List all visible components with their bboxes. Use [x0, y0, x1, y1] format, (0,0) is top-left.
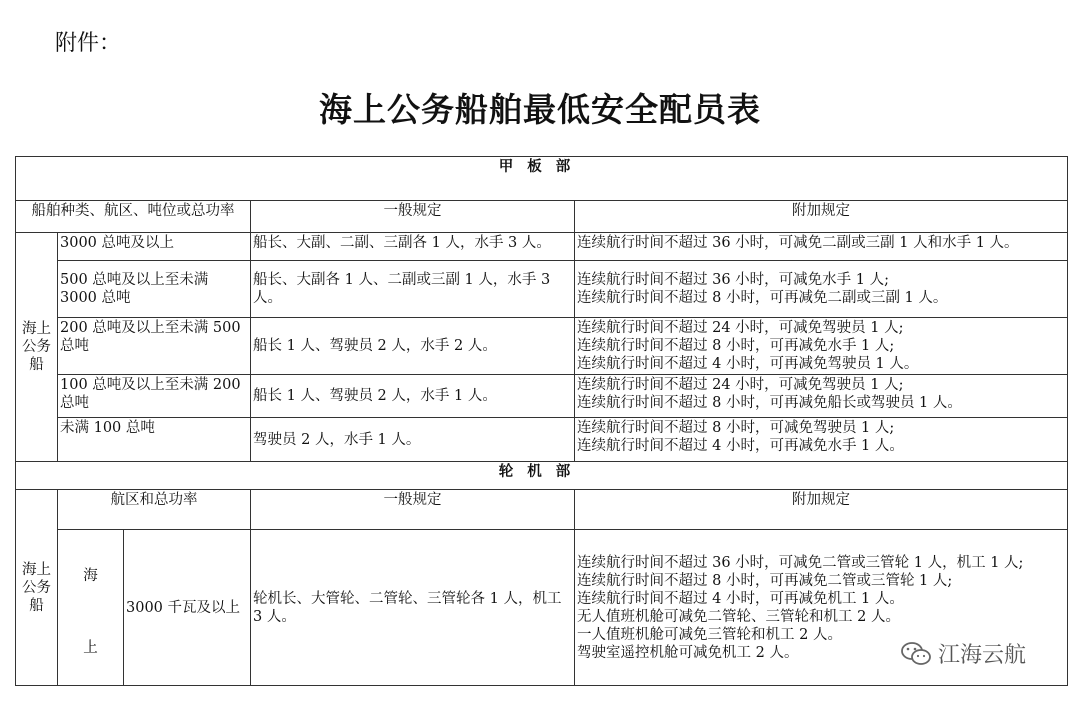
- additional-rule-cell: [575, 261, 1068, 318]
- rule-line: 连续航行时间不超过 36 小时，可减免二管或三管轮 1 人，机工 1 人;: [577, 554, 1024, 571]
- table-row: [16, 375, 1068, 418]
- rule-line: 连续航行时间不超过 24 小时，可减免驾驶员 1 人;: [577, 320, 904, 336]
- engine-header-additional: 附加规定: [575, 490, 1068, 530]
- sea-area-line: 上: [83, 640, 98, 656]
- general-rule-cell: 船长 1 人、驾驶员 2 人，水手 1 人。: [251, 375, 575, 418]
- additional-rule-cell: [575, 418, 1068, 462]
- general-rule-cell: 船长、大副各 1 人、二副或三副 1 人，水手 3 人。: [251, 261, 575, 318]
- engine-section-row: [16, 462, 1068, 490]
- general-rule-cell: 船长、大副、二副、三副各 1 人，水手 3 人。: [251, 233, 575, 261]
- tonnage-cell: 未满 100 总吨: [58, 418, 251, 462]
- attachment-label: 附件：: [55, 31, 122, 56]
- rule-line: 连续航行时间不超过 36 小时，可减免水手 1 人;: [577, 272, 889, 288]
- table-row: [16, 318, 1068, 375]
- manning-table: [15, 156, 1068, 686]
- power-cell: 3000 千瓦及以上: [124, 530, 251, 686]
- rule-line: 连续航行时间不超过 8 小时，可再减免二副或三副 1 人。: [577, 290, 948, 306]
- sea-area-line: 海: [83, 568, 98, 584]
- tonnage-cell: 200 总吨及以上至未满 500 总吨: [58, 318, 251, 375]
- rule-line: 连续航行时间不超过 8 小时，可再减免船长或驾驶员 1 人。: [577, 395, 962, 411]
- deck-vessel-type: [16, 233, 58, 462]
- rule-line: 连续航行时间不超过 4 小时，可再减免驾驶员 1 人。: [577, 356, 919, 372]
- vessel-type-line: 公务: [22, 579, 51, 596]
- rule-line: 驾驶室遥控机舱可减免机工 2 人。: [577, 644, 799, 661]
- engine-header-area: 航区和总功率: [58, 490, 251, 530]
- additional-rule-cell: [575, 318, 1068, 375]
- engine-section-title: 轮机部: [16, 462, 1068, 490]
- vessel-type-line: 海上: [22, 321, 51, 337]
- rule-line: 连续航行时间不超过 8 小时，可再减免二管或三管轮 1 人;: [577, 572, 953, 589]
- vessel-type-line: 船: [29, 357, 44, 373]
- deck-header-type: 船舶种类、航区、吨位或总功率: [16, 201, 251, 233]
- wechat-icon: [900, 640, 932, 668]
- additional-rule-cell: [575, 233, 1068, 261]
- watermark: [900, 638, 1026, 669]
- rule-line: 连续航行时间不超过 8 小时，可再减免水手 1 人;: [577, 338, 895, 354]
- engine-header-general: 一般规定: [251, 490, 575, 530]
- deck-section-title: 甲板部: [16, 157, 1068, 201]
- engine-vessel-type: [16, 490, 58, 686]
- table-row: [16, 418, 1068, 462]
- rule-line: 连续航行时间不超过 8 小时，可减免驾驶员 1 人;: [577, 420, 895, 436]
- vessel-type-line: 海上: [22, 561, 51, 578]
- deck-header-general: 一般规定: [251, 201, 575, 233]
- rule-line: 连续航行时间不超过 4 小时，可再减免水手 1 人。: [577, 438, 904, 454]
- watermark-text: 江海云航: [938, 643, 1027, 668]
- rule-line: 连续航行时间不超过 36 小时，可减免二副或三副 1 人和水手 1 人。: [577, 235, 1019, 251]
- table-row: [16, 261, 1068, 318]
- general-rule-cell: 驾驶员 2 人，水手 1 人。: [251, 418, 575, 462]
- tonnage-cell: 3000 总吨及以上: [58, 233, 251, 261]
- vessel-type-line: 公务: [22, 339, 51, 355]
- rule-line: 一人值班机舱可减免三管轮和机工 2 人。: [577, 626, 842, 643]
- tonnage-cell: 100 总吨及以上至未满 200 总吨: [58, 375, 251, 418]
- rule-line: 连续航行时间不超过 4 小时，可再减免机工 1 人。: [577, 590, 904, 607]
- general-rule-cell: 轮机长、大管轮、二管轮、三管轮各 1 人，机工 3 人。: [251, 530, 575, 686]
- vessel-type-line: 船: [29, 597, 44, 614]
- sea-area-cell: [58, 530, 124, 686]
- general-rule-cell: 船长 1 人、驾驶员 2 人，水手 2 人。: [251, 318, 575, 375]
- deck-header-additional: 附加规定: [575, 201, 1068, 233]
- deck-header-row: [16, 201, 1068, 233]
- rule-line: 连续航行时间不超过 24 小时，可减免驾驶员 1 人;: [577, 377, 904, 393]
- deck-section-row: [16, 157, 1068, 201]
- document-title: 海上公务船舶最低安全配员表: [319, 90, 761, 129]
- table-row: [16, 233, 1068, 261]
- rule-line: 无人值班机舱可减免二管轮、三管轮和机工 2 人。: [577, 608, 900, 625]
- tonnage-cell: 500 总吨及以上至未满 3000 总吨: [58, 261, 251, 318]
- additional-rule-cell: [575, 375, 1068, 418]
- engine-header-row: [16, 490, 1068, 530]
